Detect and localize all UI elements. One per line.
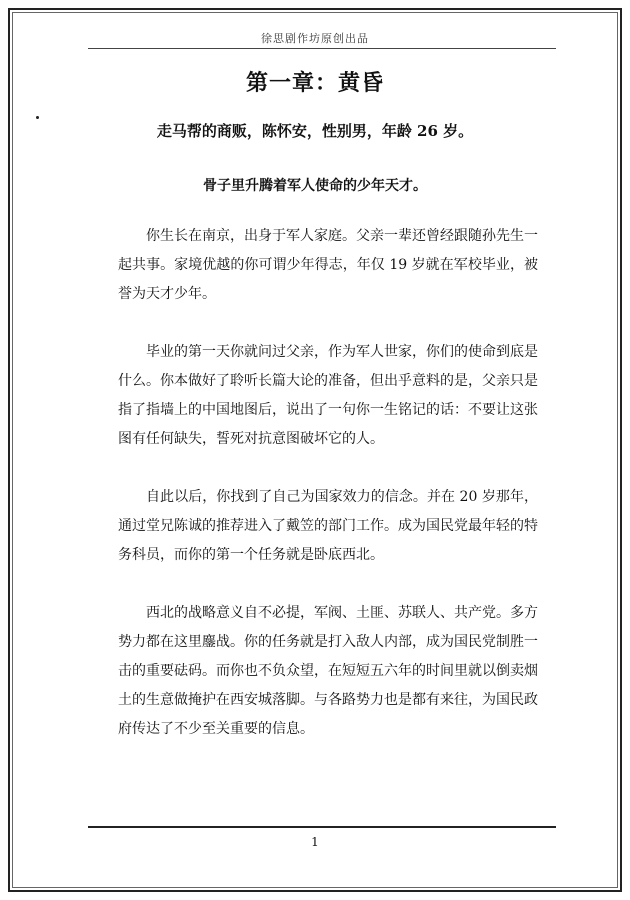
page-header: 徐思剧作坊原创出品: [261, 32, 369, 45]
paragraph: 自此以后，你找到了自己为国家效力的信念。并在 20 岁那年，通过堂兄陈诚的推荐进入了戴笠的部门工作。成为国民党最年轻的特务科员，而你的第一个任务就是卧底西北。: [118, 489, 538, 563]
footer-divider: [88, 826, 556, 828]
scan-speck: [36, 116, 39, 119]
character-intro: 走马帮的商贩，陈怀安，性别男，年龄 26 岁。: [156, 122, 474, 140]
chapter-title: 第一章：黄昏: [245, 70, 384, 96]
page-number: 1: [311, 835, 319, 849]
character-tagline: 骨子里升腾着军人使命的少年天才。: [203, 178, 427, 194]
paragraph: 毕业的第一天你就问过父亲，作为军人世家，你们的使命到底是什么。你本做好了聆听长篇大论的准备，但出乎意料的是，父亲只是指了指墙上的中国地图后，说出了一句你一生铭记的话：不要让这张图有任何缺失，誓死对抗意图破坏它的人。: [118, 344, 538, 447]
paragraph: 你生长在南京，出身于军人家庭。父亲一辈还曾经跟随孙先生一起共事。家境优越的你可谓少年得志，年仅 19 岁就在军校毕业，被誉为天才少年。: [118, 228, 538, 302]
header-divider: [88, 48, 556, 49]
body-text: [118, 222, 538, 773]
paragraph: 西北的战略意义自不必提，军阀、土匪、苏联人、共产党。多方势力都在这里鏖战。你的任务就是打入敌人内部，成为国民党制胜一击的重要砝码。而你也不负众望，在短短五六年的时间里就以倒卖烟土的生意做掩护在西安城落脚。与各路势力也是都有来往，为国民政府传达了不少至关重要的信息。: [118, 605, 538, 737]
